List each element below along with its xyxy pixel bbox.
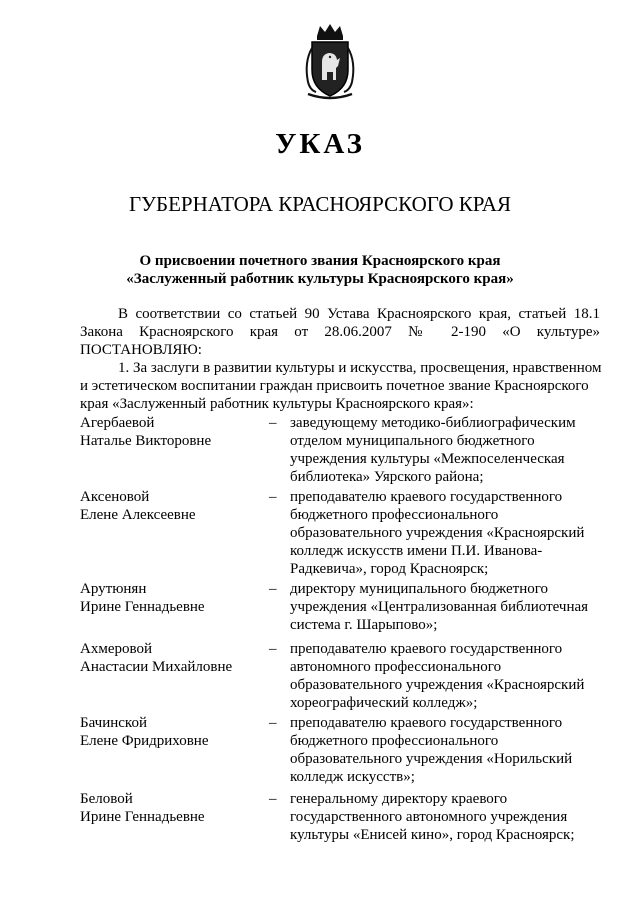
position-line: автономного профессионального: [290, 659, 502, 675]
position-line: Радкевича», город Красноярск;: [290, 561, 489, 577]
position-line: образовательного учреждения «Красноярский: [290, 525, 585, 541]
recipient-surname: Агербаевой: [80, 415, 155, 431]
preamble-paragraph: [80, 305, 600, 359]
entry-dash: –: [269, 791, 277, 807]
position-line: культуры «Енисей кино», город Красноярск;: [290, 827, 575, 843]
entry-dash: –: [269, 641, 277, 657]
document-title: УКАЗ: [275, 128, 365, 160]
recipient-surname: Бачинской: [80, 715, 147, 731]
position-line: преподавателю краевого государственного: [290, 641, 563, 657]
recipient-name: [80, 790, 260, 826]
position-line: директору муниципального бюджетного: [290, 581, 549, 597]
preamble-line: Закона Красноярского края от 28.06.2007 № 2-190 «О культуре»: [80, 324, 600, 340]
clause-line: края «Заслуженный работник культуры Красноярского края»:: [80, 396, 474, 412]
recipient-surname: Беловой: [80, 791, 133, 807]
recipient-name: [80, 714, 260, 750]
recipient-given-names: Елене Алексеевне: [80, 507, 196, 523]
decree-heading: [0, 252, 640, 288]
recipient-position: [290, 488, 600, 578]
recipient-name: [80, 640, 260, 676]
preamble-line: В соответствии со статьей 90 Устава Красноярского края, статьей 18.1: [118, 306, 600, 322]
position-line: учреждения «Централизованная библиотечная: [290, 599, 589, 615]
recipient-position: [290, 580, 600, 634]
clause-1-paragraph: [80, 359, 600, 413]
recipient-surname: Ахмеровой: [80, 641, 152, 657]
position-line: колледж искусств»;: [290, 769, 415, 785]
recipient-position: [290, 414, 600, 486]
recipient-given-names: Наталье Викторовне: [80, 433, 212, 449]
position-line: колледж искусств имени П.И. Иванова-: [290, 543, 543, 559]
coat-of-arms-icon: [300, 22, 360, 102]
recipient-name: [80, 488, 260, 524]
heading-line: «Заслуженный работник культуры Красноярского края»: [126, 271, 514, 287]
recipient-position: [290, 714, 600, 786]
recipient-name: [80, 414, 260, 450]
position-line: бюджетного профессионального: [290, 733, 499, 749]
position-line: образовательного учреждения «Норильский: [290, 751, 573, 767]
entry-dash: –: [269, 715, 277, 731]
recipient-given-names: Ирине Геннадьевне: [80, 809, 205, 825]
recipient-given-names: Елене Фридриховне: [80, 733, 209, 749]
recipient-surname: Арутюнян: [80, 581, 147, 597]
position-line: библиотека» Уярского района;: [290, 469, 484, 485]
position-line: учреждения культуры «Межпоселенческая: [290, 451, 565, 467]
recipient-given-names: Ирине Геннадьевне: [80, 599, 205, 615]
document-issuer: ГУБЕРНАТОРА КРАСНОЯРСКОГО КРАЯ: [129, 192, 511, 216]
clause-line: 1. За заслуги в развитии культуры и искусства, просвещения, нравственном: [118, 360, 602, 376]
recipient-position: [290, 640, 600, 712]
position-line: государственного автономного учреждения: [290, 809, 568, 825]
position-line: заведующему методико-библиографическим: [290, 415, 576, 431]
position-line: система г. Шарыпово»;: [290, 617, 438, 633]
entry-dash: –: [269, 489, 277, 505]
position-line: образовательного учреждения «Красноярский: [290, 677, 585, 693]
entry-dash: –: [269, 581, 277, 597]
recipient-given-names: Анастасии Михайловне: [80, 659, 233, 675]
heading-line: О присвоении почетного звания Красноярского края: [139, 253, 501, 269]
position-line: преподавателю краевого государственного: [290, 715, 563, 731]
recipient-position: [290, 790, 600, 844]
position-line: преподавателю краевого государственного: [290, 489, 563, 505]
clause-line: и эстетическом воспитании граждан присвоить почетное звание Красноярского: [80, 378, 589, 394]
recipient-name: [80, 580, 260, 616]
position-line: хореографический колледж»;: [290, 695, 478, 711]
recipient-surname: Аксеновой: [80, 489, 150, 505]
position-line: отделом муниципального бюджетного: [290, 433, 535, 449]
position-line: генеральному директору краевого: [290, 791, 508, 807]
preamble-line: ПОСТАНОВЛЯЮ:: [80, 342, 202, 358]
position-line: бюджетного профессионального: [290, 507, 499, 523]
entry-dash: –: [269, 415, 277, 431]
